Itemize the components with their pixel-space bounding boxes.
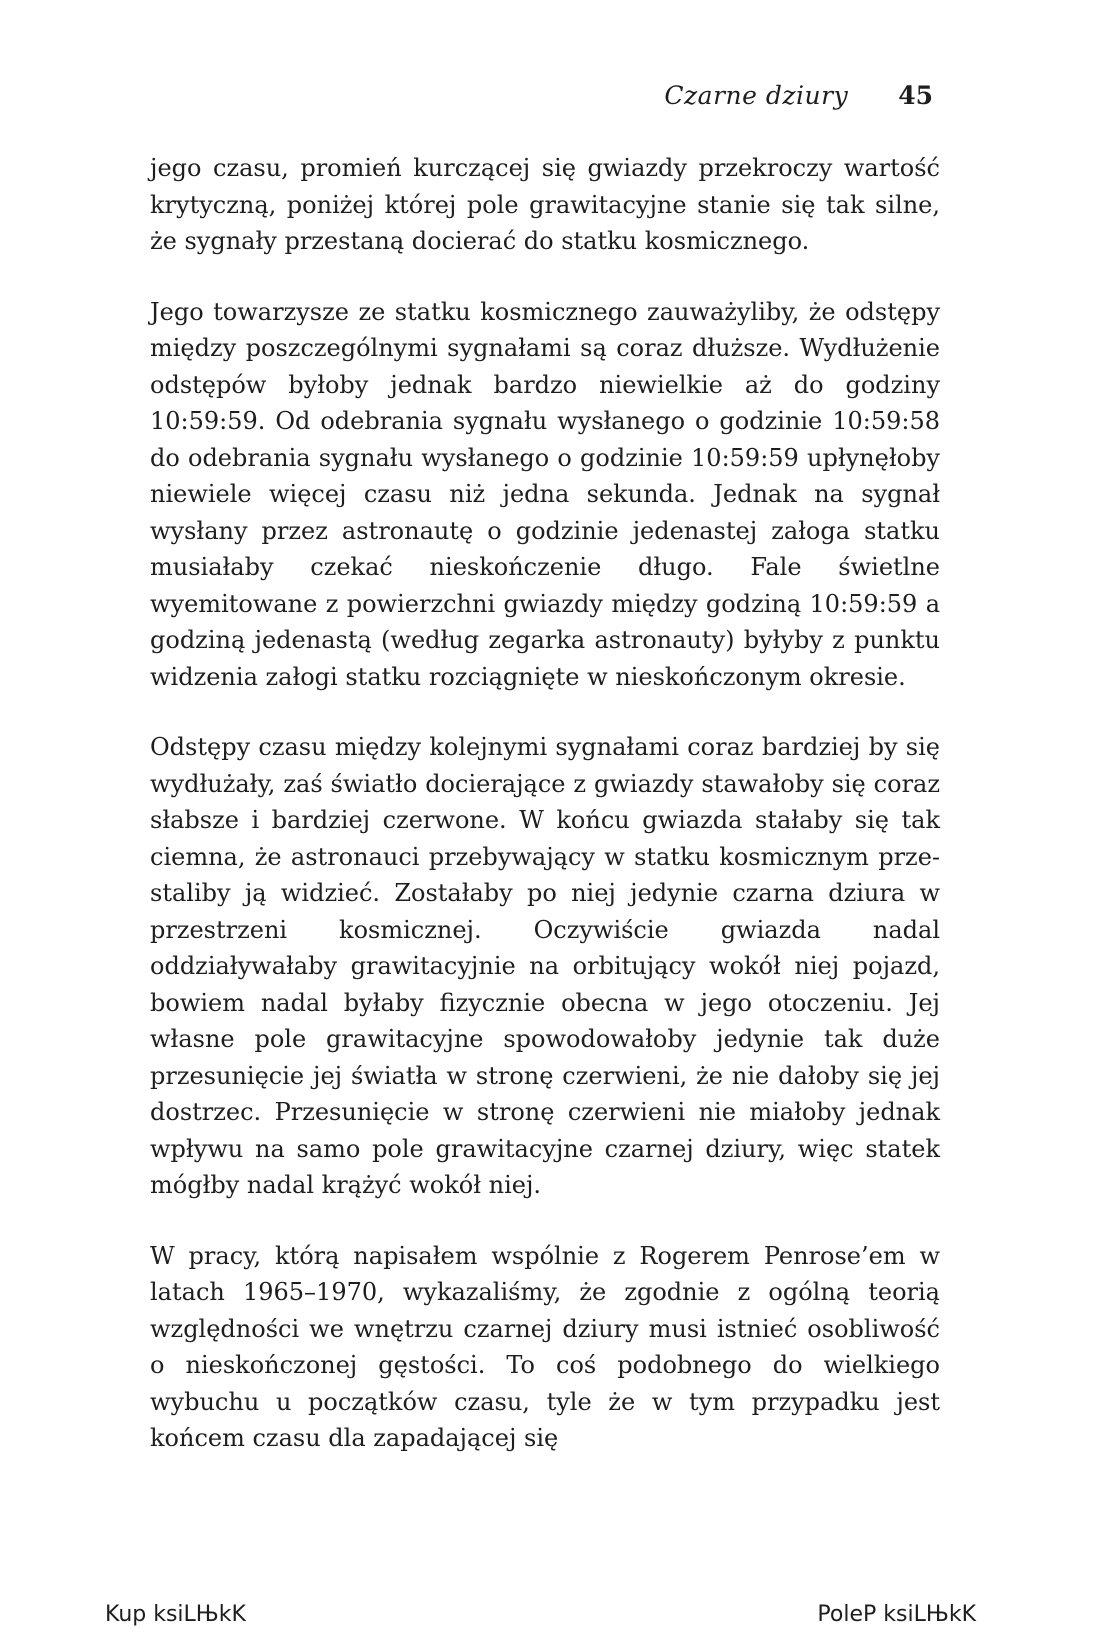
running-title: Czarne dziury [664,81,849,110]
paragraph: jego czasu, promień kurczącej się gwiazdy przekroczy wartość krytyczną, poniżej której pole grawitacyjne stanie się tak silne, że sygnały przestaną docierać do statku kosmicznego. [150,154,940,255]
body-text [150,150,940,1491]
buy-book-link[interactable]: Kup ksiLЊkK [105,1602,246,1627]
paragraph: W pracy, którą napisałem wspólnie z Rogerem Penrose’em w latach 1965–1970, wykazaliśmy, że zgodnie z ogólną teorią względności we wnętrzu czarnej dziury musi istnieć osobliwość o nieskończonej gęstości. To coś podobnego do wielkiego wybuchu u początków czasu, tyle że w tym przypadku jest końcem czasu dla zapadającej się [150,1241,940,1452]
footer [105,1600,976,1630]
recommend-book-link[interactable]: PoleP ksiLЊkK [817,1602,976,1627]
page-number: 45 [898,81,933,110]
running-header [664,78,933,114]
paragraph: Jego towarzysze ze statku kosmicznego zauważyliby, że odstępy między poszczególnymi sygnałami są coraz dłuższe. Wydłużenie odstępów byłoby jednak bardzo niewielkie aż do godziny 10:59:59. Od odebrania sygnału wysłanego o godzinie 10:59:58 do odebrania sygnału wysłanego o godzinie 10:59:59 upłynęłoby niewiele więcej czasu niż jedna sekunda. Jednak na sygnał wysłany przez astronautę o godzinie jedenastej załoga statku musiałaby czekać nieskończenie długo. Fale świetlne wyemitowane z powierzchni gwiazdy między godziną 10:59:59 a godziną jedenastą (według zegarka astronauty) byłyby z punktu widzenia załogi statku rozciągnięte w nieskończonym okresie. [150,297,940,691]
paragraph: Odstępy czasu między kolejnymi sygnałami coraz bardziej by się wydłużały, zaś światło docierające z gwiazdy stawałoby się coraz słabsze i bardziej czerwone. W końcu gwiazda stałaby się tak ciemna, że astronauci przebywający w statku kosmicznym przestaliby ją widzieć. Zostałaby po niej jedynie czarna dziura w przestrzeni kosmicznej. Oczywiście gwiazda nadal oddziaływałaby grawitacyjnie na orbitujący wokół niej pojazd, bowiem nadal byłaby fizycznie obecna w jego otoczeniu. Jej własne pole grawitacyjne spowodowałoby jedynie tak duże przesunięcie jej światła w stronę czerwieni, że nie dałoby się jej dostrzec. Przesunięcie w stronę czerwieni nie miałoby jednak wpływu na samo pole grawitacyjne czarnej dziury, więc statek mógłby nadal krążyć wokół niej. [150,733,940,1199]
